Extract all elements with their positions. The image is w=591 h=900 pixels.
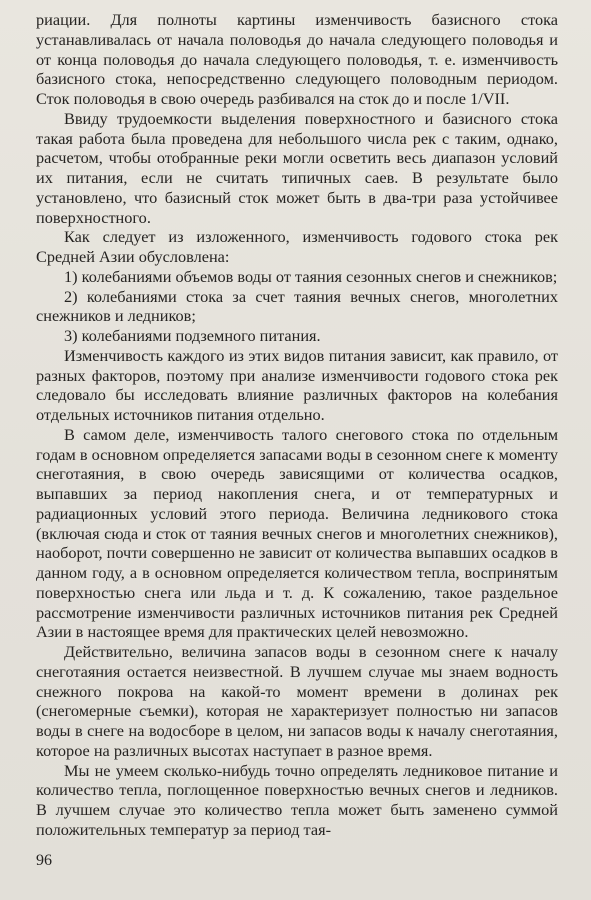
paragraph: Ввиду трудоемкости выделения поверхностного и базисного стока такая работа была проведена для небольшого числа рек с таким, однако, расчетом, чтобы отобранные реки могли осветить весь диапазон условий их питания, если не считать типичных саев. В результате было установлено, что базисный сток может быть в два-три раза устойчивее поверхностного. xyxy=(36,108,558,227)
body-text xyxy=(36,10,558,840)
paragraph: В самом деле, изменчивость талого снегового стока по отдельным годам в основном определяется запасами воды в сезонном снеге к моменту снеготаяния, в свою очередь зависящими от количества осадков, выпавших за период накопления снега, и от температурных и радиационных условий этого периода. Величина ледникового стока (включая сюда и сток от таяния вечных снегов и многолетних снежников), наоборот, почти совершенно не зависит от количества выпавших осадков в данном году, а в основном определяется количеством тепла, воспринятым поверхностью снега или льда и т. д. К сожалению, такое раздельное рассмотрение изменчивости различных источников питания рек Средней Азии в настоящее время для практических целей невозможно. xyxy=(36,424,558,642)
paragraph-continuation: риации. Для полноты картины изменчивость базисного стока устанавливалась от начала половодья до начала следующего половодья и от конца половодья до начала следующего половодья, т. е. изменчивость базисного стока, непосредственно следующего половодным периодом. Сток половодья в свою очередь разбивался на сток до и после 1/VII. xyxy=(36,10,558,108)
list-item: 3) колебаниями подземного питания. xyxy=(64,326,321,345)
list-item: 2) колебаниями стока за счет таяния вечных снегов, многолетних снежников и ледников; xyxy=(36,286,558,326)
paragraph: Как следует из изложенного, изменчивость годового стока рек Средней Азии обусловлена: xyxy=(36,227,558,266)
paragraph: Мы не умеем сколько-нибудь точно определять ледниковое питание и количество тепла, поглощенное поверхностью вечных снегов и ледников. В лучшем случае это количество тепла может быть заменено суммой положительных температур за период тая- xyxy=(36,760,558,839)
list-item: 1) колебаниями объемов воды от таяния сезонных снегов и снежников; xyxy=(64,266,558,286)
page-number: 96 xyxy=(36,852,52,869)
paragraph: Действительно, величина запасов воды в сезонном снеге к началу снеготаяния остается неизвестной. В лучшем случае мы знаем водность снежного покрова на какой-то момент времени в долинах рек (снегомерные съемки), которая не характеризует полностью ни запасов воды в снеге на водосборе в целом, ни запасов воды к началу снеготаяния, которое на различных высотах наступает в разное время. xyxy=(36,642,558,760)
paragraph: Изменчивость каждого из этих видов питания зависит, как правило, от разных факторов, поэтому при анализе изменчивости годового стока рек следовало бы исследовать влияние различных факторов на колебания отдельных источников питания отдельно. xyxy=(36,345,558,424)
